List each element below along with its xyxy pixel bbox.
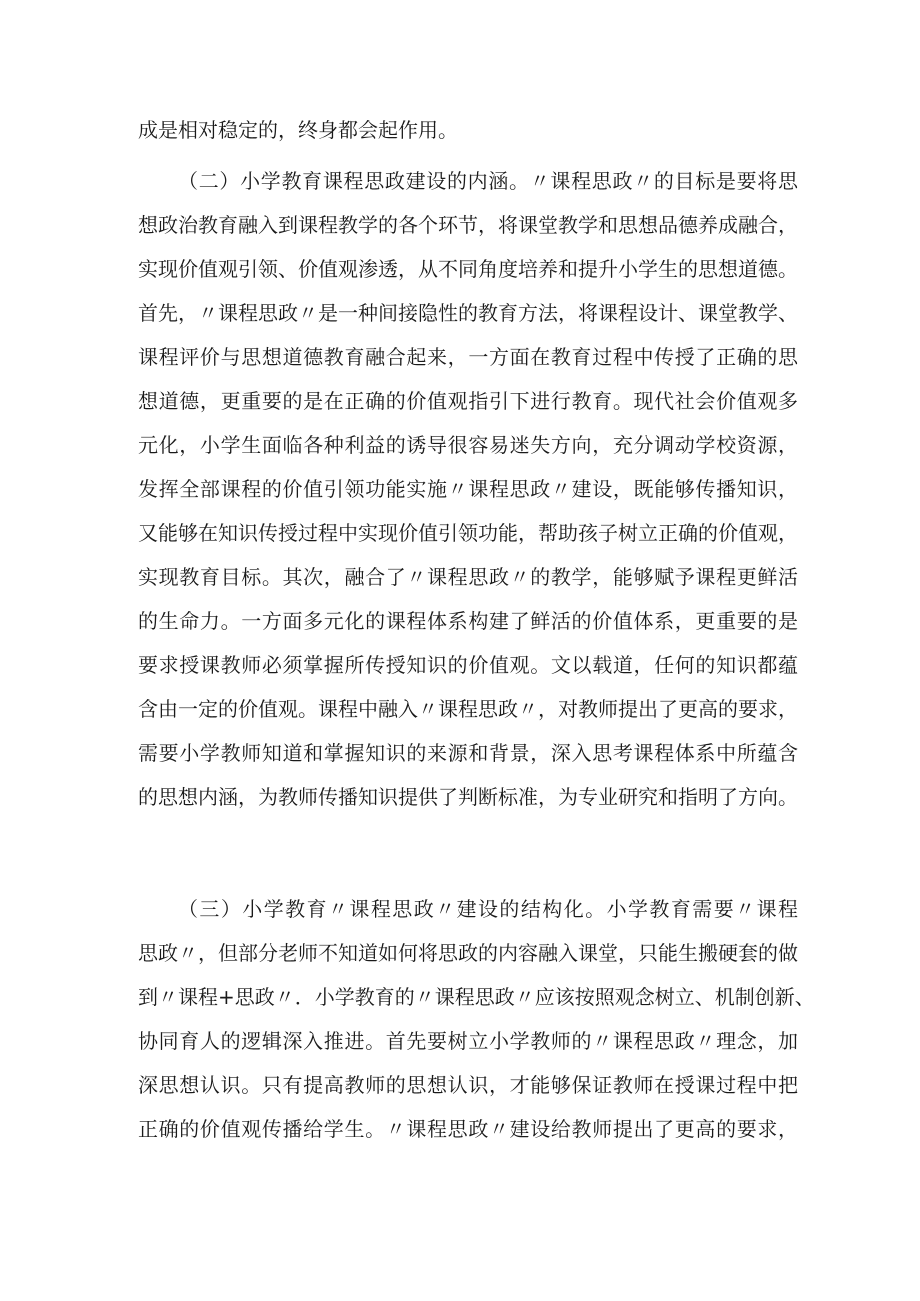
text-line: 协同育人的逻辑深入推进。首先要树立小学教师的〃课程思政〃理念，加 (138, 1029, 798, 1053)
text-line: 的思想内涵，为教师传播知识提供了判断标准，为专业研究和指明了方向。 (138, 785, 798, 809)
text-line: 首先，〃课程思政〃是一种间接隐性的教育方法，将课程设计、课堂教学、 (138, 301, 798, 325)
text-line: 又能够在知识传授过程中实现价值引领功能，帮助孩子树立正确的价值观， (138, 521, 798, 545)
text-line: 想政治教育融入到课程教学的各个环节，将课堂教学和思想品德养成融合， (138, 213, 798, 237)
text-line: 思政〃，但部分老师不知道如何将思政的内容融入课堂，只能生搬硬套的做 (138, 941, 798, 965)
text-line: 含由一定的价值观。课程中融入〃课程思政〃，对教师提出了更高的要求， (138, 697, 798, 721)
text-line: 实现价值观引领、价值观渗透，从不同角度培养和提升小学生的思想道德。 (138, 257, 798, 281)
paragraph-continuation (138, 108, 798, 152)
paragraph-section-3 (138, 887, 815, 1151)
text-line: 的生命力。一方面多元化的课程体系构建了鲜活的价值体系，更重要的是 (138, 609, 798, 633)
text-line: （二）小学教育课程思政建设的内涵。〃课程思政〃的目标是要将思 (178, 169, 798, 193)
text-line: 课程评价与思想道德教育融合起来，一方面在教育过程中传授了正确的思 (138, 345, 798, 369)
text-line: 到〃课程+思政〃．小学教育的〃课程思政〃应该按照观念树立、机制创新、 (138, 985, 815, 1009)
text-line: 想道德，更重要的是在正确的价值观指引下进行教育。现代社会价值观多 (138, 389, 798, 413)
text-line: 需要小学教师知道和掌握知识的来源和背景，深入思考课程体系中所蕴含 (138, 741, 798, 765)
paragraph-section-2 (138, 159, 798, 819)
text-line: 深思想认识。只有提高教师的思想认识，才能够保证教师在授课过程中把 (138, 1073, 798, 1097)
text-line: 元化，小学生面临各种利益的诱导很容易迷失方向，充分调动学校资源， (138, 433, 798, 457)
text-line: 要求授课教师必须掌握所传授知识的价值观。文以载道，任何的知识都蕴 (138, 653, 798, 677)
text-line: 正确的价值观传播给学生。〃课程思政〃建设给教师提出了更高的要求， (138, 1117, 798, 1141)
text-line: 成是相对稳定的，终身都会起作用。 (138, 118, 458, 142)
text-line: （三）小学教育〃课程思政〃建设的结构化。小学教育需要〃课程 (178, 897, 798, 921)
text-line: 实现教育目标。其次，融合了〃课程思政〃的教学，能够赋予课程更鲜活 (138, 565, 798, 589)
text-line: 发挥全部课程的价值引领功能实施〃课程思政〃建设，既能够传播知识， (138, 477, 798, 501)
